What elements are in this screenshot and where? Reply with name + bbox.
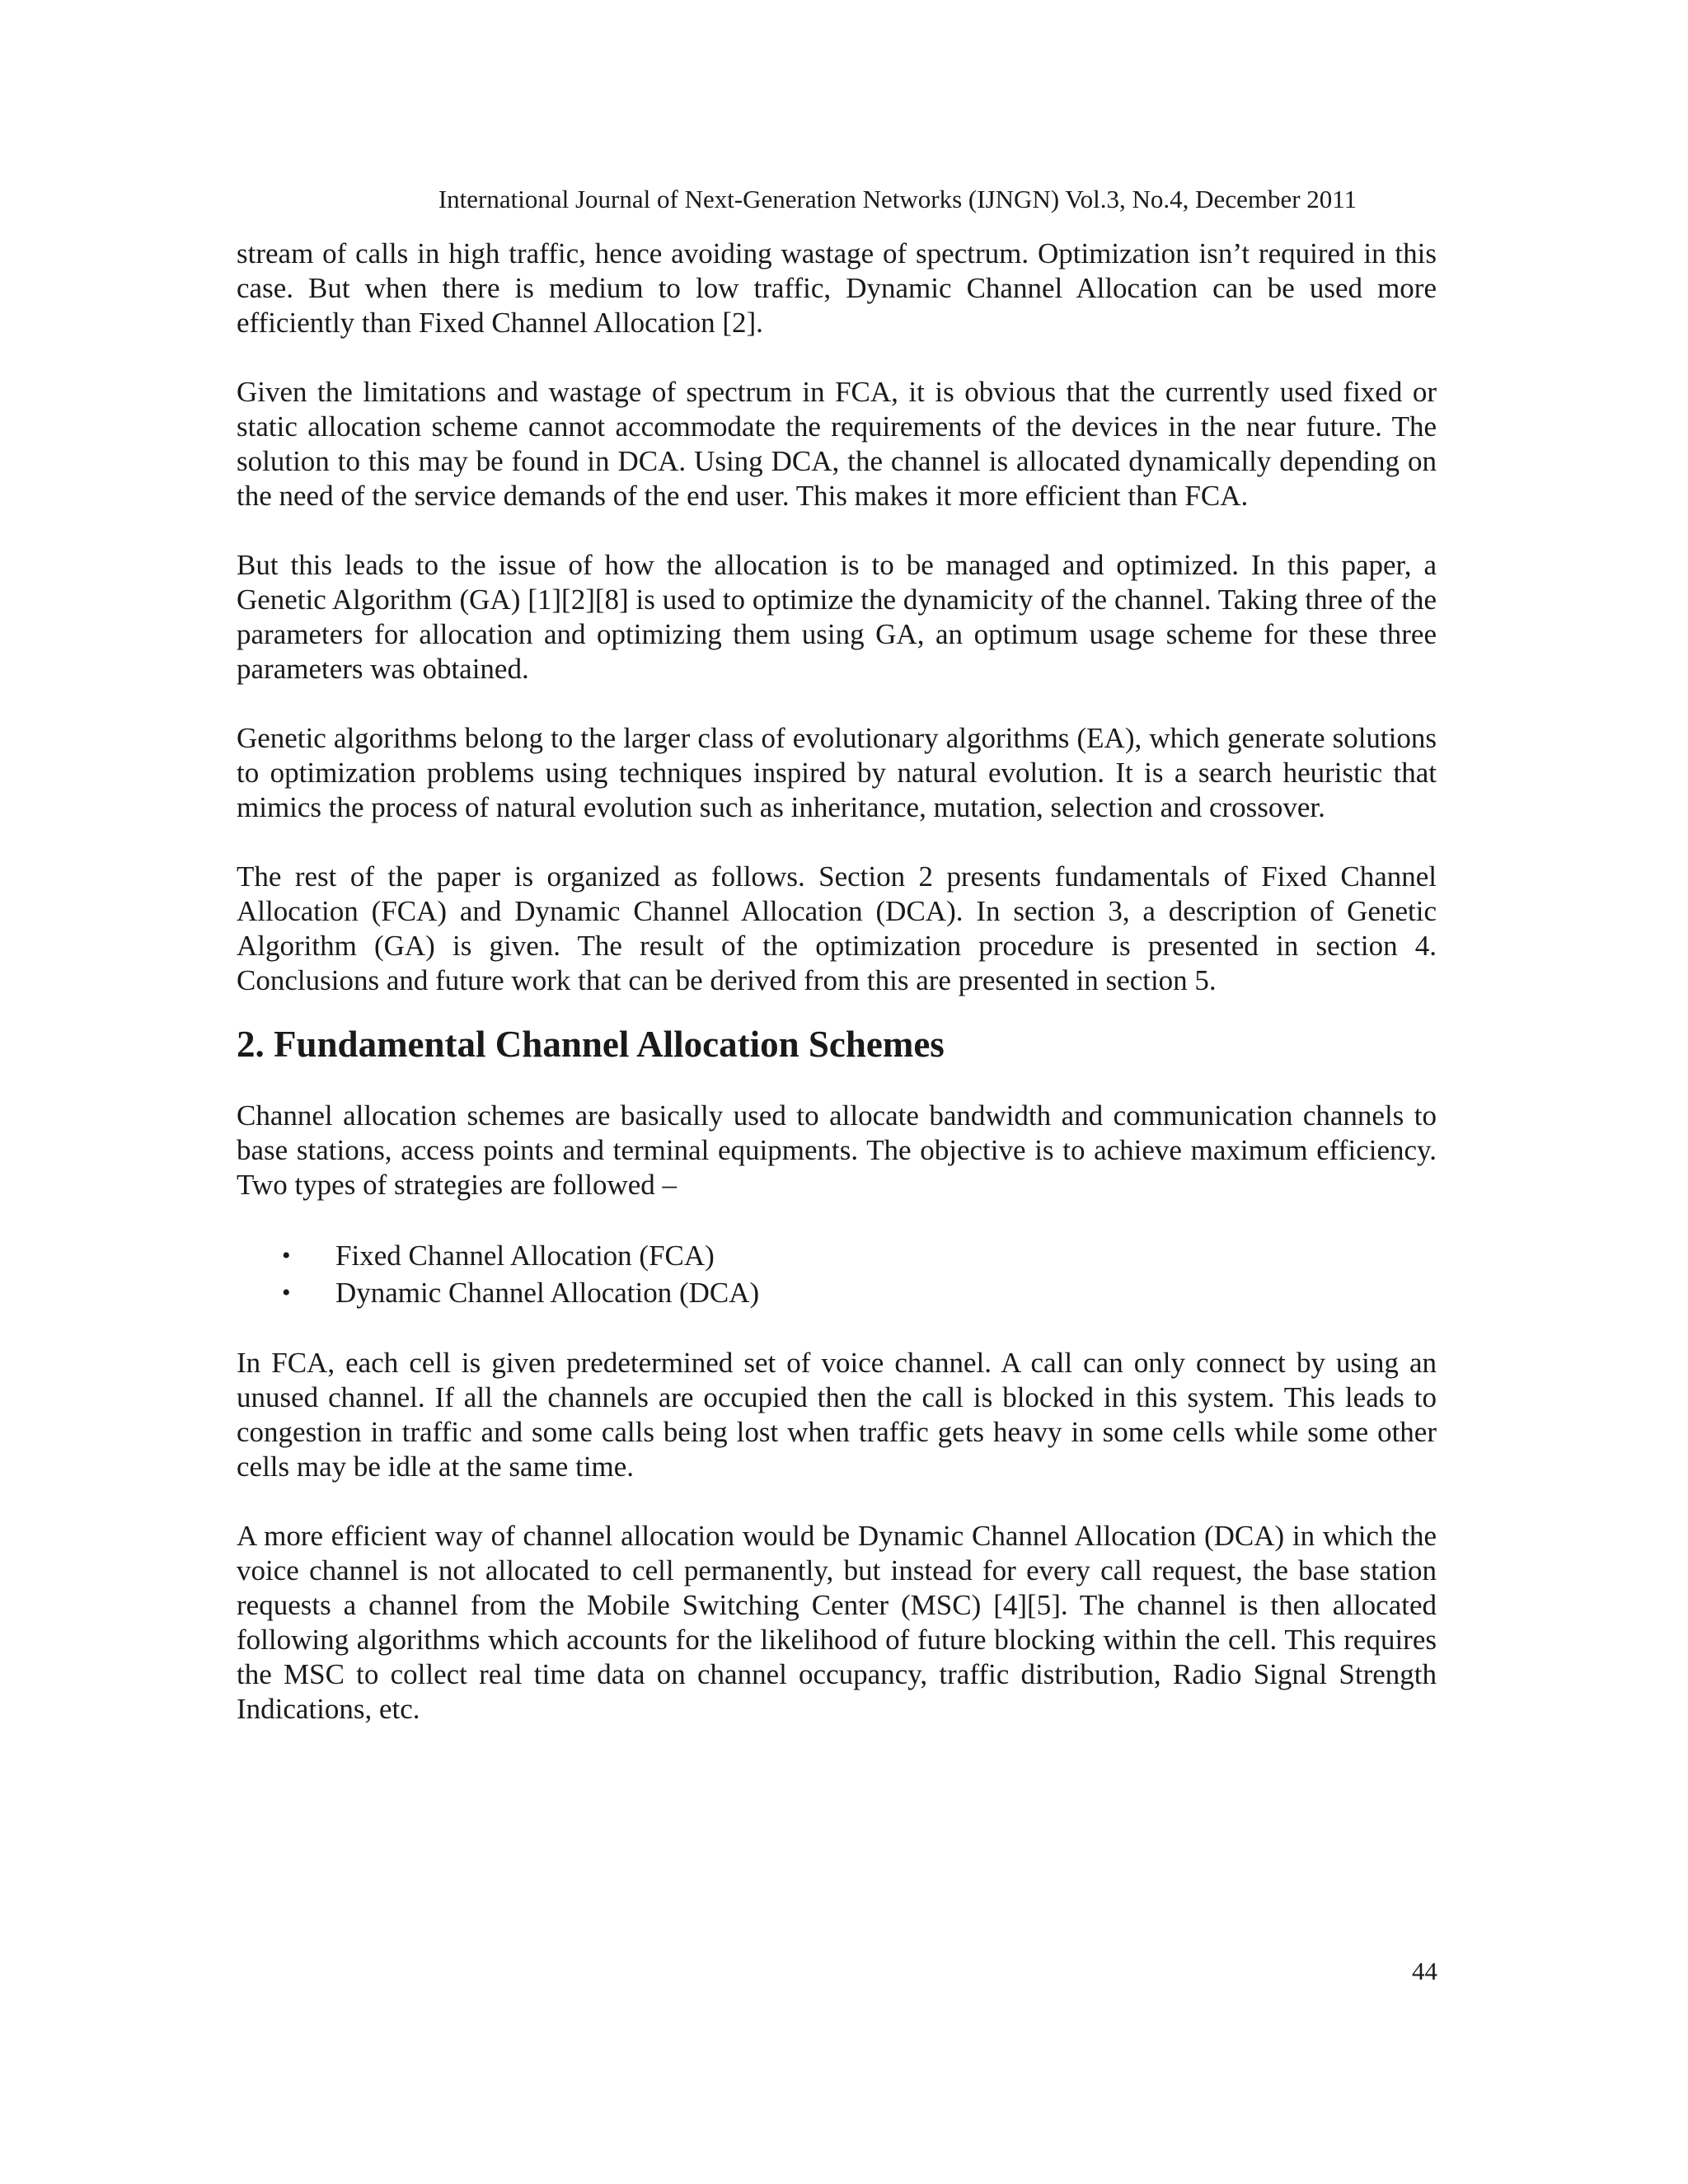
running-header: International Journal of Next-Generation Networks (IJNGN) Vol.3, No.4, December 2011 [438,185,1357,213]
paragraph-dca-description: A more efficient way of channel allocation would be Dynamic Channel Allocation (DCA) in which the voice channel is not allocated to cell permanently, but instead for every call request, the base station requests a channel from the Mobile Switching Center (MSC) [4][5]. The channel is then allocated following algorithms which accounts for the likelihood of future blocking within the cell. This requires the MSC to collect real time data on channel occupancy, traffic distribution, Radio Signal Strength Indications, etc. [237,1520,1437,1725]
page-number: 44 [1412,1957,1437,1985]
section-heading: 2. Fundamental Channel Allocation Schemes [237,1024,945,1065]
list-item [237,1237,1437,1274]
body-text [237,237,1437,1761]
bullet-icon: • [282,1242,291,1269]
paragraph-paper-organization: The rest of the paper is organized as follows. Section 2 presents fundamentals of Fixed Channel Allocation (FCA) and Dynamic Channel Allocation (DCA). In section 3, a description of Genetic Algorithm (GA) is given. The result of the optimization procedure is presented in section 4. Conclusions and future work that can be derived from this are presented in section 5. [237,860,1437,996]
strategy-list [237,1237,1437,1311]
list-item [237,1274,1437,1311]
paragraph-genetic-algorithms: Genetic algorithms belong to the larger class of evolutionary algorithms (EA), which generate solutions to optimization problems using techniques inspired by natural evolution. It is a search heuristic that mimics the process of natural evolution such as inheritance, mutation, selection and crossover. [237,722,1437,823]
paragraph-fca-description: In FCA, each cell is given predetermined set of voice channel. A call can only connect by using an unused channel. If all the channels are occupied then the call is blocked in this system. This leads to congestion in traffic and some calls being lost when traffic gets heavy in some cells while some other cells may be idle at the same time. [237,1347,1437,1483]
paragraph-continuation: stream of calls in high traffic, hence avoiding wastage of spectrum. Optimization isn’t required in this case. But when there is medium to low traffic, Dynamic Channel Allocation can be used more efficiently than Fixed Channel Allocation [2]. [237,237,1437,339]
paragraph-ga-optimization: But this leads to the issue of how the allocation is to be managed and optimized. In this paper, a Genetic Algorithm (GA) [1][2][8] is used to optimize the dynamicity of the channel. Taking three of the parameters for allocation and optimizing them using GA, an optimum usage scheme for these three parameters was obtained. [237,549,1437,685]
paragraph-section-intro: Channel allocation schemes are basically used to allocate bandwidth and communication channels to base stations, access points and terminal equipments. The objective is to achieve maximum efficiency. Two types of strategies are followed – [237,1099,1437,1201]
list-item-label: Fixed Channel Allocation (FCA) [335,1240,715,1272]
bullet-icon: • [282,1279,291,1306]
paragraph-fca-limitations: Given the limitations and wastage of spectrum in FCA, it is obvious that the currently used fixed or static allocation scheme cannot accommodate the requirements of the devices in the near future. The solution to this may be found in DCA. Using DCA, the channel is allocated dynamically depending on the need of the service demands of the end user. This makes it more efficient than FCA. [237,376,1437,512]
list-item-label: Dynamic Channel Allocation (DCA) [335,1277,760,1309]
